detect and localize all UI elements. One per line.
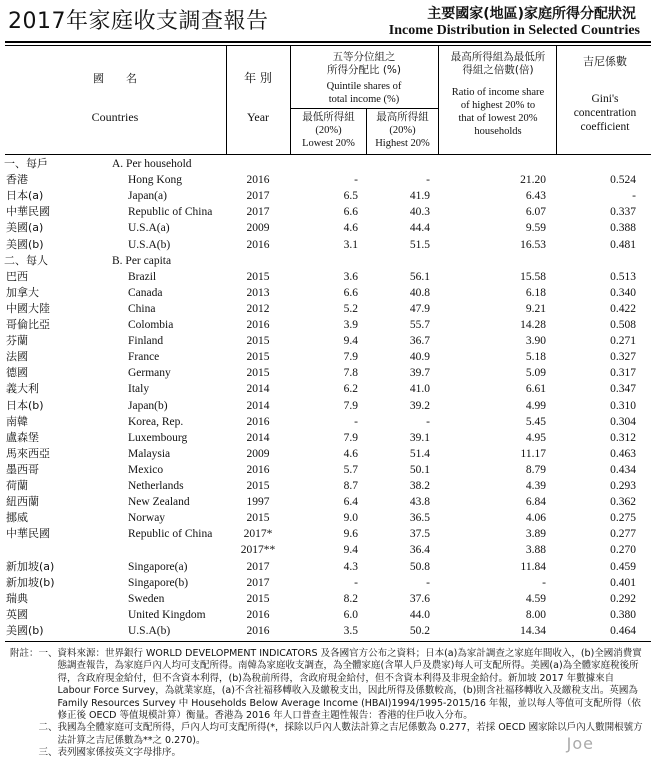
cell-high: 40.9 bbox=[409, 351, 430, 364]
header-bottom-rule bbox=[5, 154, 651, 155]
cell-year: 2016 bbox=[246, 238, 270, 251]
cell-year: 1997 bbox=[246, 496, 270, 509]
cell-high: 43.8 bbox=[409, 496, 430, 509]
cell-low: 8.7 bbox=[343, 480, 358, 492]
cell-high: 44.4 bbox=[409, 222, 430, 235]
cell-gini: 0.277 bbox=[610, 528, 636, 541]
cell-year: 2016 bbox=[246, 463, 270, 476]
cell-ratio: 6.18 bbox=[525, 286, 546, 299]
cell-gini: 0.317 bbox=[610, 367, 636, 380]
cell-year: 2014 bbox=[246, 383, 270, 396]
cell-year: 2013 bbox=[246, 286, 270, 299]
cell-en: United Kingdom bbox=[128, 608, 206, 621]
cell-year: 2015 bbox=[246, 592, 270, 605]
cell-ratio: 4.39 bbox=[525, 480, 546, 492]
cell-low: - bbox=[354, 174, 358, 187]
table-row bbox=[0, 462, 656, 478]
cell-en: Republic of China bbox=[128, 528, 213, 541]
cell-year: 2014 bbox=[246, 431, 270, 444]
table-row bbox=[0, 333, 656, 349]
cell-year: 2017* bbox=[243, 528, 273, 541]
cell-en: Singapore(b) bbox=[128, 576, 189, 589]
cell-zh: 墨西哥 bbox=[6, 462, 39, 476]
table-row bbox=[0, 478, 656, 494]
section-row bbox=[0, 156, 656, 172]
header-gini-zh: 吉尼係數 bbox=[583, 55, 627, 68]
cell-en: Italy bbox=[128, 383, 150, 396]
cell-ratio: 6.61 bbox=[525, 383, 546, 396]
header-subrule bbox=[290, 108, 438, 109]
cell-en: Singapore(a) bbox=[128, 560, 188, 573]
cell-zh: 瑞典 bbox=[6, 591, 28, 605]
table-row bbox=[0, 285, 656, 301]
cell-gini: 0.271 bbox=[610, 335, 636, 348]
cell-gini: 0.304 bbox=[610, 415, 636, 428]
cell-en: B. Per capita bbox=[112, 254, 172, 267]
cell-high: 50.1 bbox=[409, 463, 430, 476]
note-label: 附註：一、 bbox=[10, 648, 58, 659]
cell-year: 2012 bbox=[246, 302, 270, 315]
cell-high: 38.2 bbox=[409, 480, 430, 492]
cell-en: Mexico bbox=[128, 463, 164, 476]
cell-en: China bbox=[128, 302, 156, 315]
cell-gini: 0.434 bbox=[610, 463, 636, 476]
cell-low: - bbox=[354, 415, 358, 428]
cell-zh: 芬蘭 bbox=[6, 334, 28, 348]
cell-gini: 0.524 bbox=[610, 174, 636, 187]
cell-low: 6.4 bbox=[343, 496, 358, 509]
cell-gini: 0.327 bbox=[610, 351, 636, 364]
cell-ratio: 3.89 bbox=[525, 528, 546, 541]
cell-year: 2009 bbox=[246, 222, 270, 235]
note-item bbox=[10, 722, 646, 747]
cell-low: 7.9 bbox=[343, 399, 358, 412]
cell-zh: 挪威 bbox=[6, 511, 28, 525]
cell-high: 44.0 bbox=[409, 608, 430, 621]
cell-low: 4.6 bbox=[343, 222, 358, 235]
table-title-en: Income Distribution in Selected Countries bbox=[388, 23, 640, 38]
cell-en: A. Per household bbox=[112, 158, 192, 170]
cell-ratio: 9.59 bbox=[525, 222, 546, 235]
header-quintile-zh: 五等分位組之 所得分配比 (%) bbox=[326, 51, 401, 76]
cell-low: 6.6 bbox=[343, 286, 358, 299]
cell-high: 51.5 bbox=[409, 238, 430, 251]
cell-zh: 德國 bbox=[6, 366, 28, 380]
cell-en: U.S.A(b) bbox=[128, 238, 171, 251]
header-country-zh: 國 名 bbox=[93, 72, 137, 85]
cell-high: 36.7 bbox=[409, 335, 430, 348]
cell-zh: 日本(b) bbox=[6, 398, 44, 412]
cell-ratio: 5.09 bbox=[525, 367, 546, 380]
cell-zh: 盧森堡 bbox=[6, 430, 39, 444]
table-row bbox=[0, 349, 656, 365]
cell-en: New Zealand bbox=[128, 496, 190, 509]
header-country-en: Countries bbox=[91, 110, 139, 124]
cell-zh: 日本(a) bbox=[6, 189, 44, 203]
cell-zh: 中華民國 bbox=[6, 527, 50, 541]
top-rule-thick bbox=[5, 41, 651, 43]
cell-low: 3.5 bbox=[343, 624, 358, 637]
cell-en: Japan(a) bbox=[128, 190, 167, 203]
cell-ratio: - bbox=[542, 576, 546, 589]
cell-ratio: 5.45 bbox=[525, 415, 546, 428]
cell-year: 2017 bbox=[246, 190, 270, 203]
cell-en: Korea, Rep. bbox=[128, 415, 184, 428]
note-label: 二、 bbox=[10, 722, 58, 734]
cell-gini: - bbox=[632, 190, 636, 203]
cell-high: 36.5 bbox=[409, 512, 430, 525]
cell-year: 2017 bbox=[246, 560, 270, 573]
cell-en: U.S.A(a) bbox=[128, 222, 170, 235]
cell-gini: 0.340 bbox=[610, 286, 636, 299]
cell-en: Hong Kong bbox=[128, 174, 182, 187]
cell-high: - bbox=[426, 576, 430, 589]
cell-year: 2015 bbox=[246, 367, 270, 380]
cell-year: 2017 bbox=[246, 206, 270, 219]
cell-zh: 南韓 bbox=[6, 414, 28, 428]
table-row bbox=[0, 237, 656, 253]
cell-ratio: 6.84 bbox=[525, 496, 546, 509]
table-row bbox=[0, 301, 656, 317]
table-row bbox=[0, 510, 656, 526]
cell-ratio: 4.06 bbox=[525, 512, 546, 525]
cell-low: 4.3 bbox=[343, 560, 358, 573]
cell-high: 37.5 bbox=[409, 528, 430, 541]
cell-gini: 0.337 bbox=[610, 206, 636, 219]
cell-en: Colombia bbox=[128, 319, 174, 331]
cell-en: Netherlands bbox=[128, 480, 184, 492]
cell-low: 6.6 bbox=[343, 206, 358, 219]
cell-gini: 0.463 bbox=[610, 447, 636, 460]
cell-ratio: 16.53 bbox=[520, 238, 546, 251]
header-gini-en: Gini's concentration coefficient bbox=[573, 93, 637, 133]
notes-section bbox=[10, 648, 646, 760]
header-divider bbox=[226, 46, 227, 154]
cell-year: 2016 bbox=[246, 319, 270, 331]
cell-en: Sweden bbox=[128, 592, 165, 605]
table-row bbox=[0, 494, 656, 510]
cell-high: - bbox=[426, 174, 430, 187]
cell-low: - bbox=[354, 576, 358, 589]
cell-high: 47.9 bbox=[409, 302, 430, 315]
cell-year: 2016 bbox=[246, 608, 270, 621]
cell-ratio: 14.28 bbox=[520, 319, 546, 331]
cell-year: 2016 bbox=[246, 415, 270, 428]
cell-year: 2015 bbox=[246, 351, 270, 364]
cell-low: 7.9 bbox=[343, 431, 358, 444]
cell-en: Republic of China bbox=[128, 206, 213, 219]
note-text: 我國為全體家庭可支配所得，戶內人均可支配所得(*，採除以戶內人數法計算之吉尼係數為 0.277，若採 OECD 國家除以戶內人數開根號方法計算之吉尼係數為**之 0.270)。 bbox=[57, 722, 643, 746]
cell-gini: 0.481 bbox=[610, 238, 636, 251]
cell-high: 40.8 bbox=[409, 286, 430, 299]
cell-en: France bbox=[128, 351, 160, 364]
cell-en: Malaysia bbox=[128, 447, 171, 460]
table-title-zh: 主要國家(地區)家庭所得分配狀況 bbox=[427, 6, 636, 22]
cell-low: 6.0 bbox=[343, 608, 358, 621]
cell-gini: 0.380 bbox=[610, 608, 636, 621]
cell-gini: 0.275 bbox=[610, 512, 636, 525]
table-row bbox=[0, 446, 656, 462]
cell-high: 41.9 bbox=[409, 190, 430, 203]
cell-high: 39.7 bbox=[409, 367, 430, 380]
cell-gini: 0.388 bbox=[610, 222, 636, 235]
cell-low: 6.5 bbox=[343, 190, 358, 203]
cell-year: 2017** bbox=[240, 544, 276, 557]
cell-low: 4.6 bbox=[343, 447, 358, 460]
cell-zh: 美國(b) bbox=[6, 237, 44, 251]
cell-high: 50.2 bbox=[409, 624, 430, 637]
cell-year: 2015 bbox=[246, 480, 270, 492]
cell-gini: 0.459 bbox=[610, 560, 636, 573]
table-row bbox=[0, 398, 656, 414]
cell-ratio: 15.58 bbox=[520, 270, 546, 283]
cell-low: 3.1 bbox=[343, 238, 358, 251]
cell-zh: 法國 bbox=[6, 350, 28, 364]
cell-high: 50.8 bbox=[409, 560, 430, 573]
header-ratio-en: Ratio of income share of highest 20% to that of lowest 20% households bbox=[451, 87, 545, 137]
table-row bbox=[0, 575, 656, 591]
cell-gini: 0.292 bbox=[610, 592, 636, 605]
cell-ratio: 6.07 bbox=[525, 206, 546, 219]
cell-ratio: 11.84 bbox=[520, 560, 546, 573]
cell-zh: 二、每人 bbox=[4, 253, 48, 267]
cell-zh: 哥倫比亞 bbox=[6, 318, 50, 331]
cell-year: 2016 bbox=[246, 174, 270, 187]
cell-gini: 0.293 bbox=[610, 480, 636, 492]
table-row bbox=[0, 526, 656, 542]
cell-gini: 0.513 bbox=[610, 270, 636, 283]
cell-zh: 美國(b) bbox=[6, 623, 44, 637]
cell-en: Brazil bbox=[128, 270, 157, 283]
cell-zh: 一、每戶 bbox=[4, 157, 48, 170]
cell-high: 51.4 bbox=[409, 447, 430, 460]
cell-zh: 美國(a) bbox=[6, 221, 44, 235]
table-row bbox=[0, 188, 656, 204]
cell-high: 41.0 bbox=[409, 383, 430, 396]
cell-zh: 加拿大 bbox=[6, 285, 39, 299]
cell-high: 56.1 bbox=[409, 270, 430, 283]
cell-gini: 0.362 bbox=[610, 496, 636, 509]
table-row bbox=[0, 430, 656, 446]
cell-ratio: 6.43 bbox=[525, 190, 546, 203]
cell-en: Norway bbox=[128, 512, 166, 525]
cell-low: 9.4 bbox=[343, 335, 358, 348]
cell-en: Finland bbox=[128, 335, 164, 348]
cell-year: 2015 bbox=[246, 335, 270, 348]
cell-low: 9.0 bbox=[343, 512, 358, 525]
cell-year: 2015 bbox=[246, 270, 270, 283]
cell-year: 2016 bbox=[246, 624, 270, 637]
cell-zh: 荷蘭 bbox=[6, 479, 28, 492]
cell-zh: 紐西蘭 bbox=[6, 495, 39, 509]
cell-gini: 0.422 bbox=[610, 302, 636, 315]
cell-en: Canada bbox=[128, 286, 163, 299]
table-row bbox=[0, 607, 656, 623]
header-ratio-zh: 最高所得組為最低所 得組之倍數(倍) bbox=[450, 51, 546, 76]
cell-low: 5.2 bbox=[343, 302, 358, 315]
cell-gini: 0.464 bbox=[610, 624, 636, 637]
top-rule-thin bbox=[5, 45, 651, 46]
cell-gini: 0.312 bbox=[610, 431, 636, 444]
table-bottom-rule bbox=[5, 641, 651, 642]
cell-en: U.S.A(b) bbox=[128, 624, 171, 637]
table-row bbox=[0, 172, 656, 188]
table-row bbox=[0, 623, 656, 639]
header-year-zh: 年 別 bbox=[244, 71, 272, 85]
table-row bbox=[0, 591, 656, 607]
table-row bbox=[0, 559, 656, 575]
note-label: 三、 bbox=[10, 747, 58, 759]
cell-en: Germany bbox=[128, 367, 171, 380]
cell-low: 9.6 bbox=[343, 528, 358, 541]
cell-ratio: 3.90 bbox=[525, 335, 546, 348]
cell-gini: 0.310 bbox=[610, 399, 636, 412]
cell-ratio: 3.88 bbox=[525, 544, 546, 557]
cell-high: 37.6 bbox=[409, 592, 430, 605]
cell-low: 5.7 bbox=[343, 463, 358, 476]
cell-ratio: 8.79 bbox=[525, 463, 546, 476]
cell-low: 3.6 bbox=[343, 270, 358, 283]
header-highest: 最高所得組 (20%) Highest 20% bbox=[375, 112, 430, 149]
cell-high: 40.3 bbox=[409, 206, 430, 219]
table-row bbox=[0, 220, 656, 236]
header-quintile-en: Quintile shares of total income (%) bbox=[326, 81, 402, 105]
header-year-en: Year bbox=[246, 110, 270, 124]
header-divider bbox=[438, 46, 439, 154]
cell-high: 36.4 bbox=[409, 544, 430, 557]
cell-low: 3.9 bbox=[343, 319, 358, 331]
cell-high: 39.2 bbox=[409, 399, 430, 412]
cell-high: 55.7 bbox=[409, 319, 430, 331]
cell-year: 2017 bbox=[246, 576, 270, 589]
report-title: 2017年家庭收支調查報告 bbox=[8, 9, 269, 34]
cell-high: - bbox=[426, 415, 430, 428]
cell-ratio: 21.20 bbox=[520, 174, 546, 187]
cell-ratio: 9.21 bbox=[525, 302, 546, 315]
watermark-text: Joe bbox=[566, 734, 594, 753]
cell-low: 6.2 bbox=[343, 383, 358, 396]
cell-zh: 新加坡(b) bbox=[6, 575, 55, 589]
table-row bbox=[0, 381, 656, 397]
cell-zh: 義大利 bbox=[6, 382, 39, 396]
table-row bbox=[0, 542, 656, 558]
table-row bbox=[0, 414, 656, 430]
header-lowest: 最低所得組 (20%) Lowest 20% bbox=[302, 112, 355, 149]
cell-year: 2009 bbox=[246, 447, 270, 460]
cell-ratio: 4.59 bbox=[525, 592, 546, 605]
cell-zh: 英國 bbox=[6, 607, 28, 621]
cell-low: 7.9 bbox=[343, 351, 358, 364]
cell-year: 2015 bbox=[246, 512, 270, 525]
cell-ratio: 5.18 bbox=[525, 351, 546, 364]
cell-gini: 0.270 bbox=[610, 544, 636, 557]
cell-zh: 馬來西亞 bbox=[6, 446, 50, 460]
cell-high: 39.1 bbox=[409, 431, 430, 444]
cell-ratio: 11.17 bbox=[520, 447, 546, 460]
note-text: 表列國家係按英文字母排序。 bbox=[57, 747, 182, 759]
note-item bbox=[10, 648, 646, 722]
cell-zh: 香港 bbox=[6, 173, 28, 187]
cell-ratio: 8.00 bbox=[525, 608, 546, 621]
note-text: 資料來源：世界銀行 WORLD DEVELOPMENT INDICATORS 及各國官方公布之資料；日本(a)為家計調查之家庭年間收入，(b)全國消費實態調查報告，為家庭戶內人均可支配所得。南韓為家庭收支調查，為全體家庭(含單人戶及農家)每人可支配所得。美國(a)為全體家庭稅後所得，含政府現金給付，但不含資本利得，(b)為稅前所得，含政府現金給付，但不含資本利得及非現金給付。新加坡 2017 年數據來自 Labour Force Survey，為就業家庭，(a)不含社福移轉收入及繳稅支出，因此所得及係數較高，(b)則含社福移轉收入及繳稅支出。英國為 Family Resources Survey 中 Households Below Average Income (HBAI)1994/1995-2015/16 年報，並以每人等值可支配所得（依修正後 OECD 等值規模計算）衡量。香港為 2016 年人口普查主題性報告：香港的住戶收入分布。 bbox=[57, 648, 642, 722]
cell-zh: 新加坡(a) bbox=[6, 559, 55, 573]
cell-en: Japan(b) bbox=[128, 399, 168, 412]
cell-zh: 巴西 bbox=[6, 269, 28, 283]
cell-low: 9.4 bbox=[343, 544, 358, 557]
cell-zh: 中華民國 bbox=[6, 205, 50, 219]
table-row bbox=[0, 269, 656, 285]
table-row bbox=[0, 204, 656, 220]
cell-ratio: 4.95 bbox=[525, 431, 546, 444]
cell-year: 2014 bbox=[246, 399, 270, 412]
section-row bbox=[0, 253, 656, 269]
cell-gini: 0.347 bbox=[610, 383, 636, 396]
cell-low: 7.8 bbox=[343, 367, 358, 380]
cell-ratio: 4.99 bbox=[525, 399, 546, 412]
table-row bbox=[0, 365, 656, 381]
cell-ratio: 14.34 bbox=[520, 624, 546, 637]
cell-en: Luxembourg bbox=[128, 431, 188, 444]
cell-zh: 中國大陸 bbox=[6, 301, 50, 315]
cell-gini: 0.508 bbox=[610, 319, 636, 331]
table-row bbox=[0, 317, 656, 333]
cell-low: 8.2 bbox=[343, 592, 358, 605]
cell-gini: 0.401 bbox=[610, 576, 636, 589]
header-divider bbox=[556, 46, 557, 154]
